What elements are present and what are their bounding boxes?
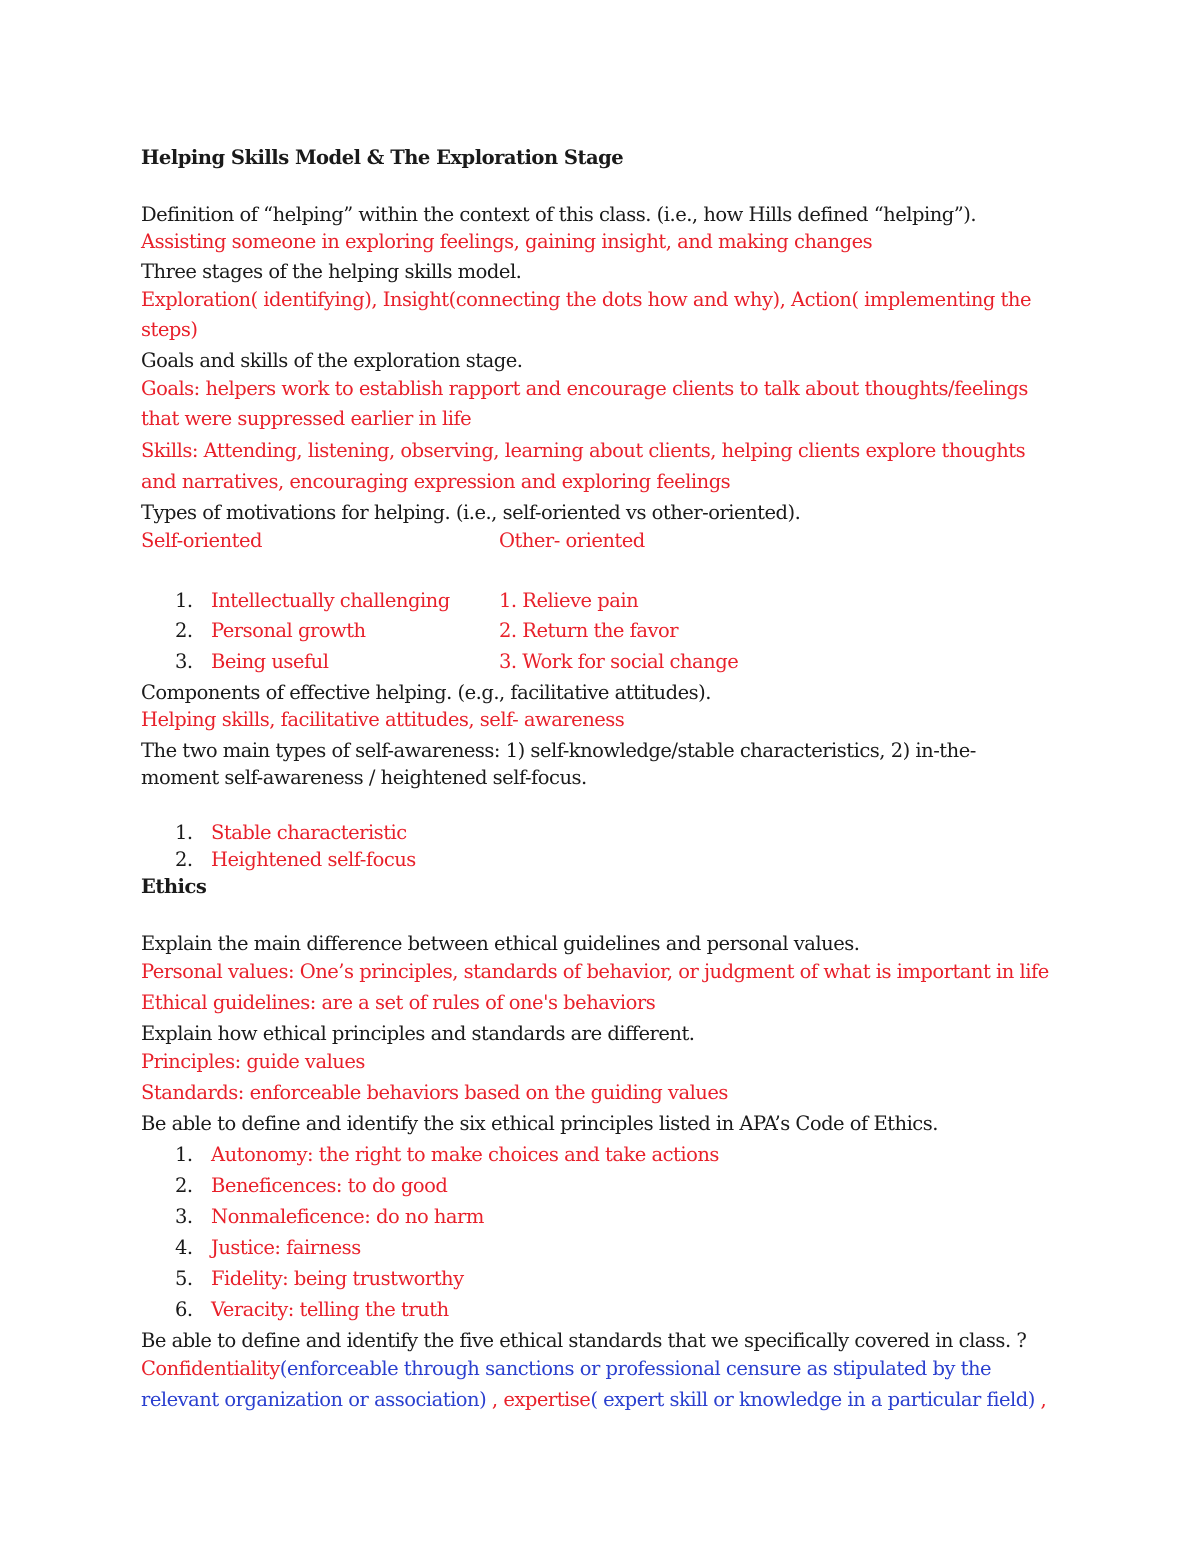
self-awareness-item: Heightened self-focus [211,848,416,871]
principle-item: Fidelity: being trustworthy [211,1267,464,1290]
list-number: 1. [175,1143,193,1166]
principle-item: Nonmaleficence: do no harm [211,1205,484,1228]
self-awareness-item: Stable characteristic [211,821,407,844]
column-self-oriented: Self-oriented [141,529,263,552]
list-number: 3. [175,650,193,673]
standard-confidentiality-definition: (enforceable through sanctions or professional censure as stipulated by the [279,1357,992,1380]
section-ethics-heading: Ethics [141,875,207,898]
question-principles-standards: Explain how ethical principles and standards are different. [141,1022,695,1045]
answer-ethical-guidelines: Ethical guidelines: are a set of rules of one's behaviors [141,991,656,1014]
self-item: Personal growth [211,619,366,642]
self-item: Intellectually challenging [211,589,450,612]
standard-confidentiality-definition-cont: relevant organization or association) [141,1388,492,1411]
answer-components: Helping skills, facilitative attitudes, self- awareness [141,708,625,731]
trailing-comma: , [1040,1388,1047,1411]
list-number: 2. [175,619,193,642]
question-motivations: Types of motivations for helping. (i.e., self-oriented vs other-oriented). [141,501,801,524]
question-six-principles: Be able to define and identify the six ethical principles listed in APA’s Code of Ethics. [141,1112,938,1135]
answer-three-stages-line2: steps) [141,318,198,341]
list-number: 3. [175,1205,193,1228]
self-item: Being useful [211,650,329,673]
question-helping-definition: Definition of “helping” within the context of this class. (i.e., how Hills defined “helping”). [141,203,977,226]
answer-standards-line2 [141,1390,1046,1410]
answer-principles: Principles: guide values [141,1050,365,1073]
other-item: 3. Work for social change [499,650,739,673]
answer-skills-line2: and narratives, encouraging expression and exploring feelings [141,470,731,493]
answer-skills-line1: Skills: Attending, listening, observing, learning about clients, helping clients explore thoughts [141,439,1026,462]
other-item: 1. Relieve pain [499,589,639,612]
principle-item: Justice: fairness [211,1236,361,1259]
doc-title: Helping Skills Model & The Exploration Stage [141,146,624,169]
list-number: 1. [175,821,193,844]
principle-item: Autonomy: the right to make choices and take actions [211,1143,719,1166]
question-components: Components of effective helping. (e.g., facilitative attitudes). [141,681,711,704]
answer-standards: Standards: enforceable behaviors based on the guiding values [141,1081,728,1104]
principle-item: Beneficences: to do good [211,1174,448,1197]
question-self-awareness-line1: The two main types of self-awareness: 1) self-knowledge/stable characteristics, 2) in-the- [141,739,976,762]
list-number: 1. [175,589,193,612]
list-number: 5. [175,1267,193,1290]
question-three-stages: Three stages of the helping skills model. [141,260,522,283]
list-number: 6. [175,1298,193,1321]
standard-confidentiality: Confidentiality [141,1357,280,1380]
question-five-standards: Be able to define and identify the five ethical standards that we specifically covered in class. ? [141,1329,1027,1352]
question-guidelines-values: Explain the main difference between ethical guidelines and personal values. [141,932,860,955]
answer-personal-values: Personal values: One’s principles, standards of behavior, or judgment of what is important in life [141,960,1049,983]
principle-item: Veracity: telling the truth [211,1298,449,1321]
list-number: 2. [175,848,193,871]
answer-helping-definition: Assisting someone in exploring feelings, gaining insight, and making changes [141,230,873,253]
standard-expertise: , expertise [491,1388,591,1411]
standard-expertise-definition: ( expert skill or knowledge in a particular field) [590,1388,1041,1411]
question-self-awareness-line2: moment self-awareness / heightened self-focus. [141,766,587,789]
answer-standards-line1 [141,1359,991,1379]
question-goals-skills: Goals and skills of the exploration stage. [141,349,523,372]
list-number: 4. [175,1236,193,1259]
other-item: 2. Return the favor [499,619,679,642]
column-other-oriented: Other- oriented [499,529,645,552]
answer-goals-line1: Goals: helpers work to establish rapport and encourage clients to talk about thoughts/feelings [141,377,1028,400]
answer-goals-line2: that were suppressed earlier in life [141,407,472,430]
list-number: 2. [175,1174,193,1197]
answer-three-stages-line1: Exploration( identifying), Insight(connecting the dots how and why), Action( implementing the [141,288,1031,311]
